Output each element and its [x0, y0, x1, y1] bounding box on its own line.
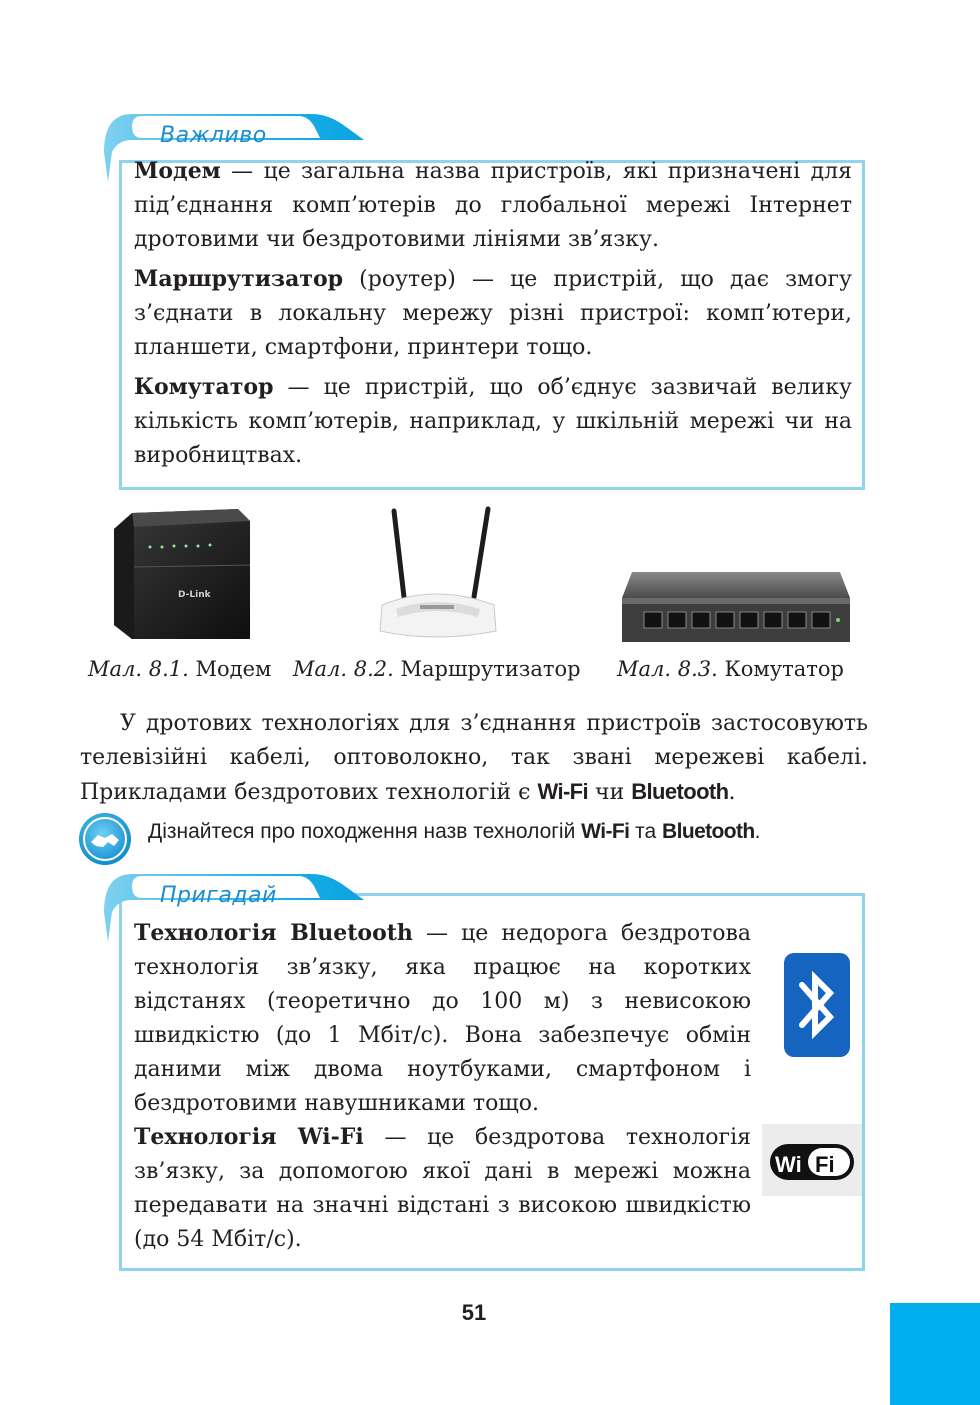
- wifi-logo-icon: [762, 1124, 862, 1196]
- definition-wifi: — це бездротова технологія зв’язку, за допомогою якої дані в мережі можна передавати на значні відстані з високою швидкістю (до 54 Мбіт/с).: [134, 1125, 751, 1252]
- body-wifi: Wi-Fi: [537, 779, 589, 804]
- term-wifi: Технологія Wi-Fi: [134, 1124, 364, 1150]
- definition-bluetooth: — це недорога бездротова технологія зв’язку, яка працює на коротких відстанях (теоретично до 100 м) з невисокою швидкістю (до 1 Мбіт/с). Вона забезпечує обмін даними між двома ноутбуками, смартфоном і бездротовими навушниками тощо.: [134, 921, 751, 1116]
- caption-modem-name: Модем: [188, 657, 272, 681]
- body-bluetooth: Bluetooth: [631, 779, 729, 804]
- body-paragraph: [80, 707, 868, 810]
- definition-router: (роутер) — це пристрій, що дає змогу з’єднати в локальну мережу різні пристрої: комп’ютери, планшети, смартфони, принтери тощо.: [134, 267, 852, 360]
- body-text-main: У дротових технологіях для з’єднання пристроїв застосовують телевізійні кабелі, оптоволокно, так звані мережеві кабелі. Прикладами бездротових технологій є: [80, 711, 868, 805]
- discover-and: та: [629, 820, 663, 843]
- definition-modem: — це загальна назва пристроїв, які призначені для під’єднання комп’ютерів до глобальної мережі Інтернет дротовими чи бездротовими лініями зв’язку.: [134, 159, 852, 252]
- discover-wifi: Wi-Fi: [581, 820, 630, 843]
- caption-modem: [88, 657, 271, 681]
- caption-router: [293, 657, 581, 681]
- modem-image: [110, 505, 252, 645]
- wifi-logo-right-text: Fi: [815, 1152, 835, 1177]
- term-switch: Комутатор: [134, 374, 274, 400]
- important-paragraph-switch: [134, 370, 852, 473]
- modem-brand-label: D-Link: [178, 590, 211, 600]
- discover-line: [148, 820, 760, 844]
- body-or: чи: [588, 780, 632, 805]
- caption-router-ref: Мал. 8.2.: [293, 657, 394, 681]
- caption-modem-ref: Мал. 8.1.: [88, 657, 189, 681]
- caption-switch: [617, 657, 844, 681]
- remember-paragraph-wifi: [134, 1120, 751, 1257]
- caption-router-name: Маршрутизатор: [393, 657, 581, 681]
- important-paragraph-modem: [134, 154, 852, 257]
- switch-image: [622, 570, 850, 645]
- bluetooth-logo-icon: [784, 953, 850, 1057]
- page-number: 51: [461, 1300, 487, 1325]
- wifi-logo-left-text: Wi: [775, 1152, 802, 1177]
- discover-bluetooth: Bluetooth: [662, 820, 755, 843]
- discover-text: Дізнайтеся про походження назв технологій: [148, 820, 582, 843]
- discover-end: .: [754, 820, 761, 843]
- discover-handshake-icon: [78, 812, 132, 866]
- important-tab-label: Важливо: [160, 123, 267, 148]
- term-router: Маршрутизатор: [134, 266, 344, 292]
- important-paragraph-router: [134, 262, 852, 365]
- body-end: .: [728, 780, 736, 805]
- definition-switch: — це пристрій, що об’єднує зазвичай велику кількість комп’ютерів, наприклад, у шкільній мережі чи на виробництвах.: [134, 375, 852, 468]
- remember-tab-label: Пригадай: [160, 883, 277, 908]
- caption-switch-name: Комутатор: [717, 657, 844, 681]
- caption-switch-ref: Мал. 8.3.: [617, 657, 718, 681]
- term-modem: Модем: [134, 158, 221, 184]
- router-image: [372, 505, 502, 645]
- term-bluetooth: Технологія Bluetooth: [134, 920, 413, 946]
- remember-paragraph-bluetooth: [134, 916, 751, 1121]
- corner-tab-decoration: [890, 1303, 980, 1405]
